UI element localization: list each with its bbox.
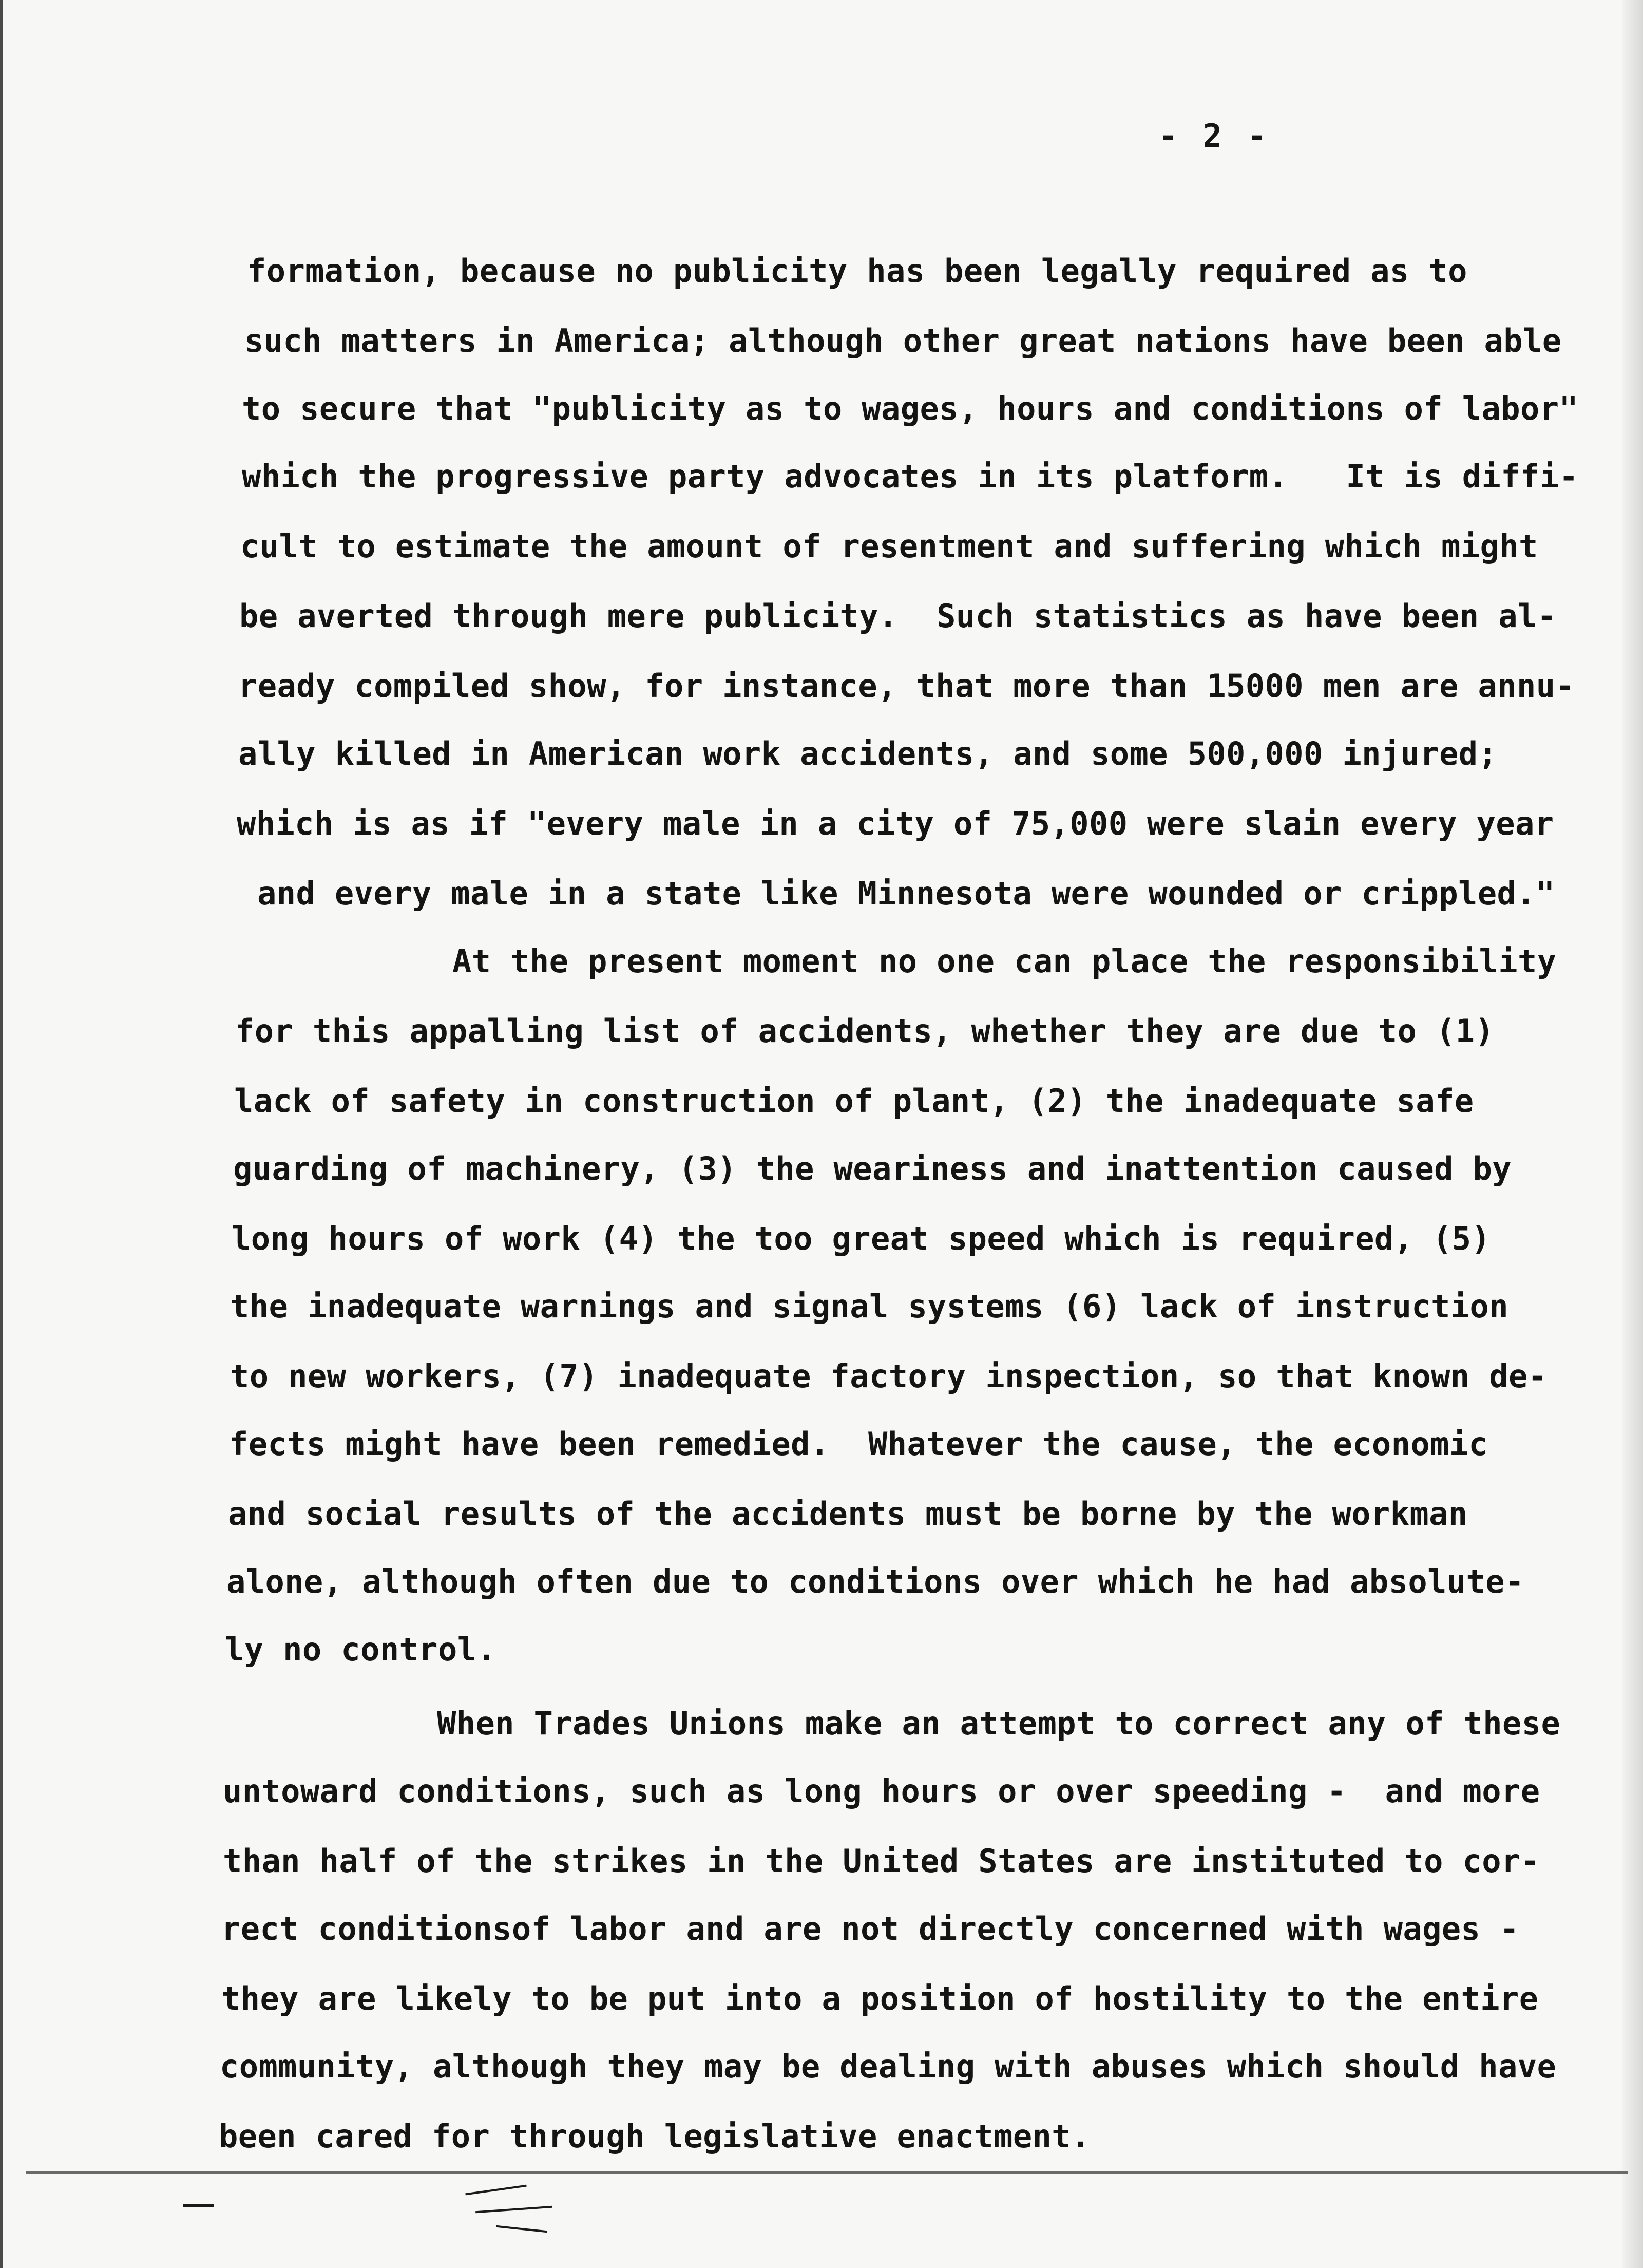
text-line: they are likely to be put into a position of hostility to the entire xyxy=(221,1980,1539,2017)
text-line: to secure that "publicity as to wages, hours and conditions of labor" xyxy=(242,390,1579,427)
text-line: lack of safety in construction of plant, (2) the inadequate safe xyxy=(234,1082,1474,1120)
text-line: fects might have been remedied. Whatever the cause, the economic xyxy=(229,1425,1488,1463)
text-line: ly no control. xyxy=(225,1631,496,1668)
scan-smudge xyxy=(465,2185,526,2196)
text-line: cult to estimate the amount of resentment and suffering which might xyxy=(240,527,1538,565)
text-line: formation, because no publicity has been legally required as to xyxy=(247,252,1467,290)
text-line: which the progressive party advocates in its platform. It is diffi- xyxy=(242,458,1579,495)
text-line: alone, although often due to conditions over which he had absolute- xyxy=(226,1563,1524,1600)
scan-smudge xyxy=(183,2204,214,2207)
text-line: be averted through mere publicity. Such statistics as have been al- xyxy=(239,597,1557,635)
text-line: been cared for through legislative enactment. xyxy=(219,2118,1091,2155)
scan-smudge xyxy=(496,2225,547,2233)
text-line: When Trades Unions make an attempt to correct any of these xyxy=(437,1705,1561,1742)
text-line: At the present moment no one can place the responsibility xyxy=(452,942,1557,980)
text-line: and every male in a state like Minnesota were wounded or crippled." xyxy=(257,875,1555,912)
text-line: long hours of work (4) the too great speed which is required, (5) xyxy=(232,1220,1491,1257)
text-line: untoward conditions, such as long hours or over speeding - and more xyxy=(223,1772,1540,1810)
bottom-border-line xyxy=(26,2171,1628,2174)
text-line: ally killed in American work accidents, and some 500,000 injured; xyxy=(238,735,1498,772)
text-line: such matters in America; although other great nations have been able xyxy=(244,322,1562,360)
text-line: ready compiled show, for instance, that more than 15000 men are annu- xyxy=(238,667,1575,705)
text-line: which is as if "every male in a city of 75,000 were slain every year xyxy=(237,805,1554,842)
text-line: guarding of machinery, (3) the weariness and inattention caused by xyxy=(233,1150,1512,1187)
text-line: for this appalling list of accidents, whether they are due to (1) xyxy=(235,1012,1495,1050)
text-line: community, although they may be dealing with abuses which should have xyxy=(220,2048,1557,2085)
text-line: the inadequate warnings and signal systems (6) lack of instruction xyxy=(230,1288,1508,1325)
scan-smudge xyxy=(475,2206,552,2213)
text-line: to new workers, (7) inadequate factory inspection, so that known de- xyxy=(230,1357,1548,1395)
page-number: - 2 - xyxy=(1158,117,1270,155)
page-edge-shadow xyxy=(1622,0,1643,2268)
text-line: and social results of the accidents must be borne by the workman xyxy=(228,1495,1468,1533)
text-line: rect conditionsof labor and are not directly concerned with wages - xyxy=(221,1910,1519,1948)
text-line: than half of the strikes in the United States are instituted to cor- xyxy=(223,1842,1540,1880)
